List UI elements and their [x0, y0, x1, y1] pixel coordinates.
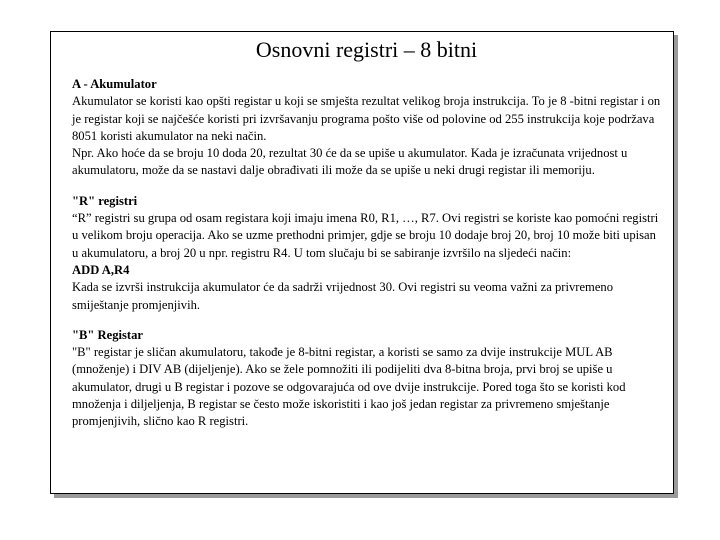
section-heading: "R" registri: [72, 193, 138, 208]
code-command: ADD A,R4: [72, 262, 130, 277]
section-paragraph: Kada se izvrši instrukcija akumulator će da sadrži vrijednost 30. Ovi registri su veoma važni za privremeno smiještanje promjenjivih.: [72, 280, 614, 312]
section-heading: A - Akumulator: [72, 77, 157, 91]
section-paragraph: "B" registar je sličan akumulatoru, takođe je 8-bitni registar, a koristi se samo za dvije instrukcije MUL AB (množenje) i DIV AB (dijeljenje). Ako se žele pomnožiti ili podijeliti dva 8-bitna broja, prvi broj se upiše u akumulator, drugi u B registar i pozove se odgovarajuća od ove dvije instrukcije. Pored toga što se koristi kod množenja i diljeljenja, B registar se često može iskoristiti i kao još jedan registar za privremeno smještanje promjenjivih, slično kao R registri.: [72, 345, 626, 429]
section-r-registers: [72, 193, 661, 314]
section-paragraph: Npr. Ako hoće da se broju 10 doda 20, rezultat 30 će da se upiše u akumulator. Kada je izračunata vrijednost u akumulatoru, može da se nastavi dalje obrađivati ili može da se upiše u neki drugi registar ili memoriju.: [72, 146, 628, 178]
section-heading: "B" Registar: [72, 327, 143, 342]
section-accumulator: [72, 76, 661, 180]
section-b-register: [72, 327, 661, 431]
slide-title: Osnovni registri – 8 bitni: [255, 37, 478, 62]
section-paragraph: Akumulator se koristi kao opšti registar u koji se smješta rezultat velikog broja instrukcija. To je 8 -bitni registar i on je registar koji se najčešće koristi pri izvršavanju programa pošto više od polovine od 255 instrukcija koje podržava 8051 koristi akumulator na neki način.: [72, 94, 661, 143]
section-paragraph: “R” registri su grupa od osam registara koji imaju imena R0, R1, …, R7. Ovi registri se koriste kao pomoćni registri u velikom broju operacija. Ako se uzme prethodni primjer, gdje se broju 10 dodaje broj 20, broj 10 može biti upisan u akumulatoru, a broj 20 u npr. registru R4. U tom slučaju bi se sabiranje izvršilo na sljedeći način:: [72, 211, 659, 260]
content-card: [50, 31, 674, 494]
